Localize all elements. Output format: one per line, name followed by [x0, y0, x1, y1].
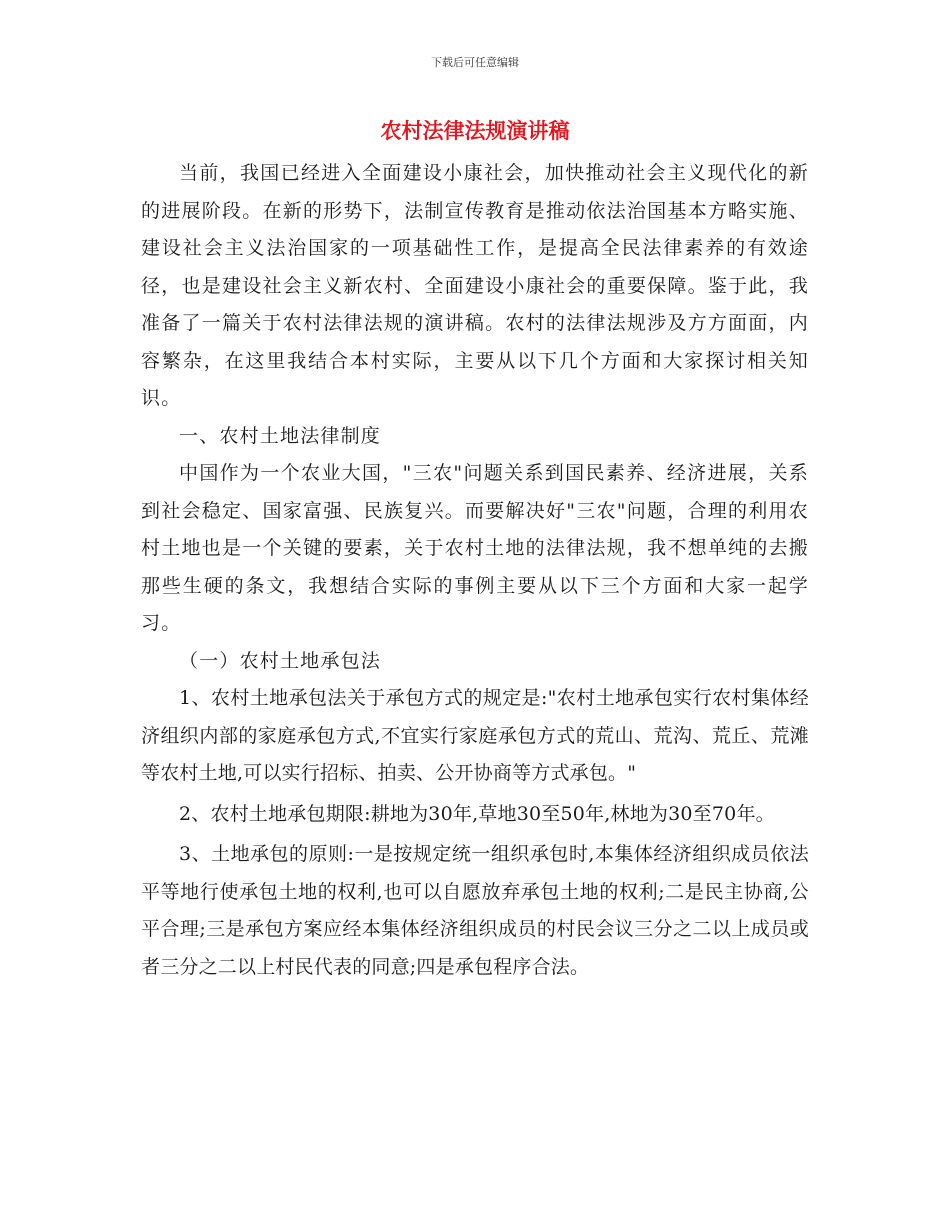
document-body: [141, 155, 809, 986]
paragraph-contract-principles: 3、土地承包的原则:一是按规定统一组织承包时,本集体经济组织成员依法平等地行使承包土地的权利,也可以自愿放弃承包土地的权利;二是民主协商,公平合理;三是承包方案应经本集体经济组织成员的村民会议三分之二以上成员或者三分之二以上村民代表的同意;四是承包程序合法。: [141, 843, 809, 978]
section-heading-land-law: 一、农村土地法律制度: [179, 424, 382, 447]
document-title: 农村法律法规演讲稿: [380, 119, 570, 143]
paragraph-three-rural: 中国作为一个农业大国，"三农"问题关系到国民素养、经济进展，关系到社会稳定、国家富强、民族复兴。而要解决好"三农"问题，合理的利用农村土地也是一个关键的要素，关于农村土地的法律法规，我不想单纯的去搬那些生硬的条文，我想结合实际的事例主要从以下三个方面和大家一起学习。: [141, 462, 809, 634]
header-note: 下载后可任意编辑: [431, 56, 519, 69]
paragraph-contract-method: 1、农村土地承包法关于承包方式的规定是:"农村土地承包实行农村集体经济组织内部的家庭承包方式,不宜实行家庭承包方式的荒山、荒沟、荒丘、荒滩等农村土地,可以实行招标、拍卖、公开协商等方式承包。": [141, 687, 809, 784]
paragraph-intro: 当前，我国已经进入全面建设小康社会，加快推动社会主义现代化的新的进展阶段。在新的形势下，法制宣传教育是推动依法治国基本方略实施、建设社会主义法治国家的一项基础性工作，是提高全民法律素养的有效途径，也是建设社会主义新农村、全面建设小康社会的重要保障。鉴于此，我准备了一篇关于农村法律法规的演讲稿。农村的法律法规涉及方方面面，内容繁杂，在这里我结合本村实际，主要从以下几个方面和大家探讨相关知识。: [141, 162, 809, 409]
paragraph-contract-term: 2、农村土地承包期限:耕地为30年,草地30至50年,林地为30至70年。: [179, 802, 775, 825]
subsection-heading-contract-law: （一）农村土地承包法: [179, 649, 382, 672]
